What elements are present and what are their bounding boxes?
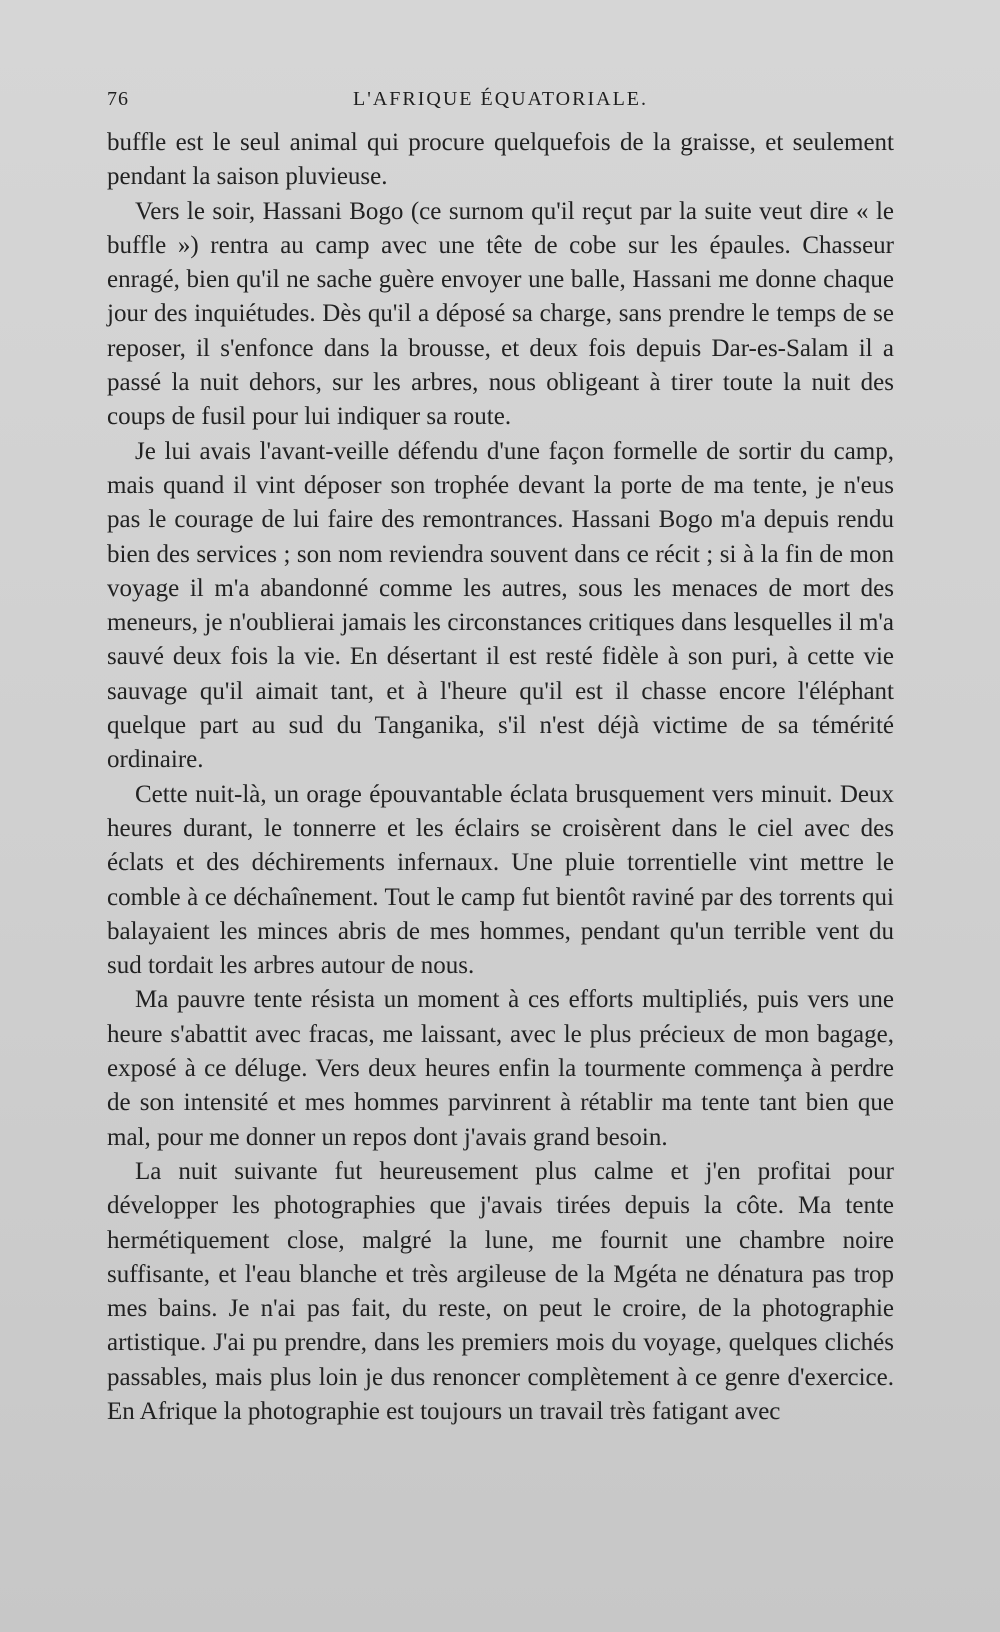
paragraph-orage: Cette nuit-là, un orage épouvantable éclata brusquement vers minuit. Deux heures durant, le tonnerre et les éclairs se croisèrent dans le ciel avec des éclats et des déchirements infernaux. Une pluie torrentielle vint mettre le comble à ce déchaînement. Tout le camp fut bientôt raviné par des torrents qui balayaient les minces abris de mes hommes, pendant qu'un terrible vent du sud tordait les arbres autour de nous.: [107, 780, 894, 980]
running-header: [107, 88, 894, 118]
paragraph-photographies: La nuit suivante fut heureusement plus calme et j'en profitai pour développer les photographies que j'avais tirées depuis la côte. Ma tente hermétiquement close, malgré la lune, me fournit une chambre noire suffisante, et l'eau blanche et très argileuse de la Mgéta ne dénatura pas trop mes bains. Je n'ai pas fait, du reste, on peut le croire, de la photographie artistique. J'ai pu prendre, dans les premiers mois du voyage, quelques clichés passables, mais plus loin je dus renoncer complètement à ce genre d'exercice. En Afrique la photographie est toujours un travail très fatigant avec: [107, 1157, 894, 1425]
paragraph-tente: Ma pauvre tente résista un moment à ces efforts multipliés, puis vers une heure s'abattit avec fracas, me laissant, avec le plus précieux de mon bagage, exposé à ce déluge. Vers deux heures enfin la tourmente commença à perdre de son intensité et mes hommes parvinrent à rétablir ma tente tant bien que mal, pour me donner un repos dont j'avais grand besoin.: [107, 986, 894, 1151]
page-number: 76: [107, 88, 129, 110]
running-title: L'AFRIQUE ÉQUATORIALE.: [353, 88, 648, 110]
paragraph-avant-veille: Je lui avais l'avant-veille défendu d'une façon formelle de sortir du camp, mais quand il vint déposer son trophée devant la porte de ma tente, je n'eus pas le courage de lui faire des remontrances. Hassani Bogo m'a depuis rendu bien des services ; son nom reviendra souvent dans ce récit ; si à la fin de mon voyage il m'a abandonné comme les autres, sous les menaces de mort des meneurs, je n'oublierai jamais les circonstances critiques dans lesquelles il m'a sauvé deux fois la vie. En désertant il est resté fidèle à son puri, à cette vie sauvage qu'il aimait tant, et à l'heure qu'il est il chasse encore l'éléphant quelque part au sud du Tanganika, s'il n'est déjà victime de sa témérité ordinaire.: [107, 437, 894, 774]
paragraph-hassani-bogo: Vers le soir, Hassani Bogo (ce surnom qu'il reçut par la suite veut dire « le buffle ») rentra au camp avec une tête de cobe sur les épaules. Chasseur enragé, bien qu'il ne sache guère envoyer une balle, Hassani me donne chaque jour des inquiétudes. Dès qu'il a déposé sa charge, sans prendre le temps de se reposer, il s'enfonce dans la brousse, et deux fois depuis Dar-es-Salam il a passé la nuit dehors, sur les arbres, nous obligeant à tirer toute la nuit des coups de fusil pour lui indiquer sa route.: [107, 197, 894, 431]
paragraph-continued: buffle est le seul animal qui procure quelquefois de la graisse, et seulement pendant la saison pluvieuse.: [107, 129, 894, 191]
page-body: [107, 126, 894, 1429]
